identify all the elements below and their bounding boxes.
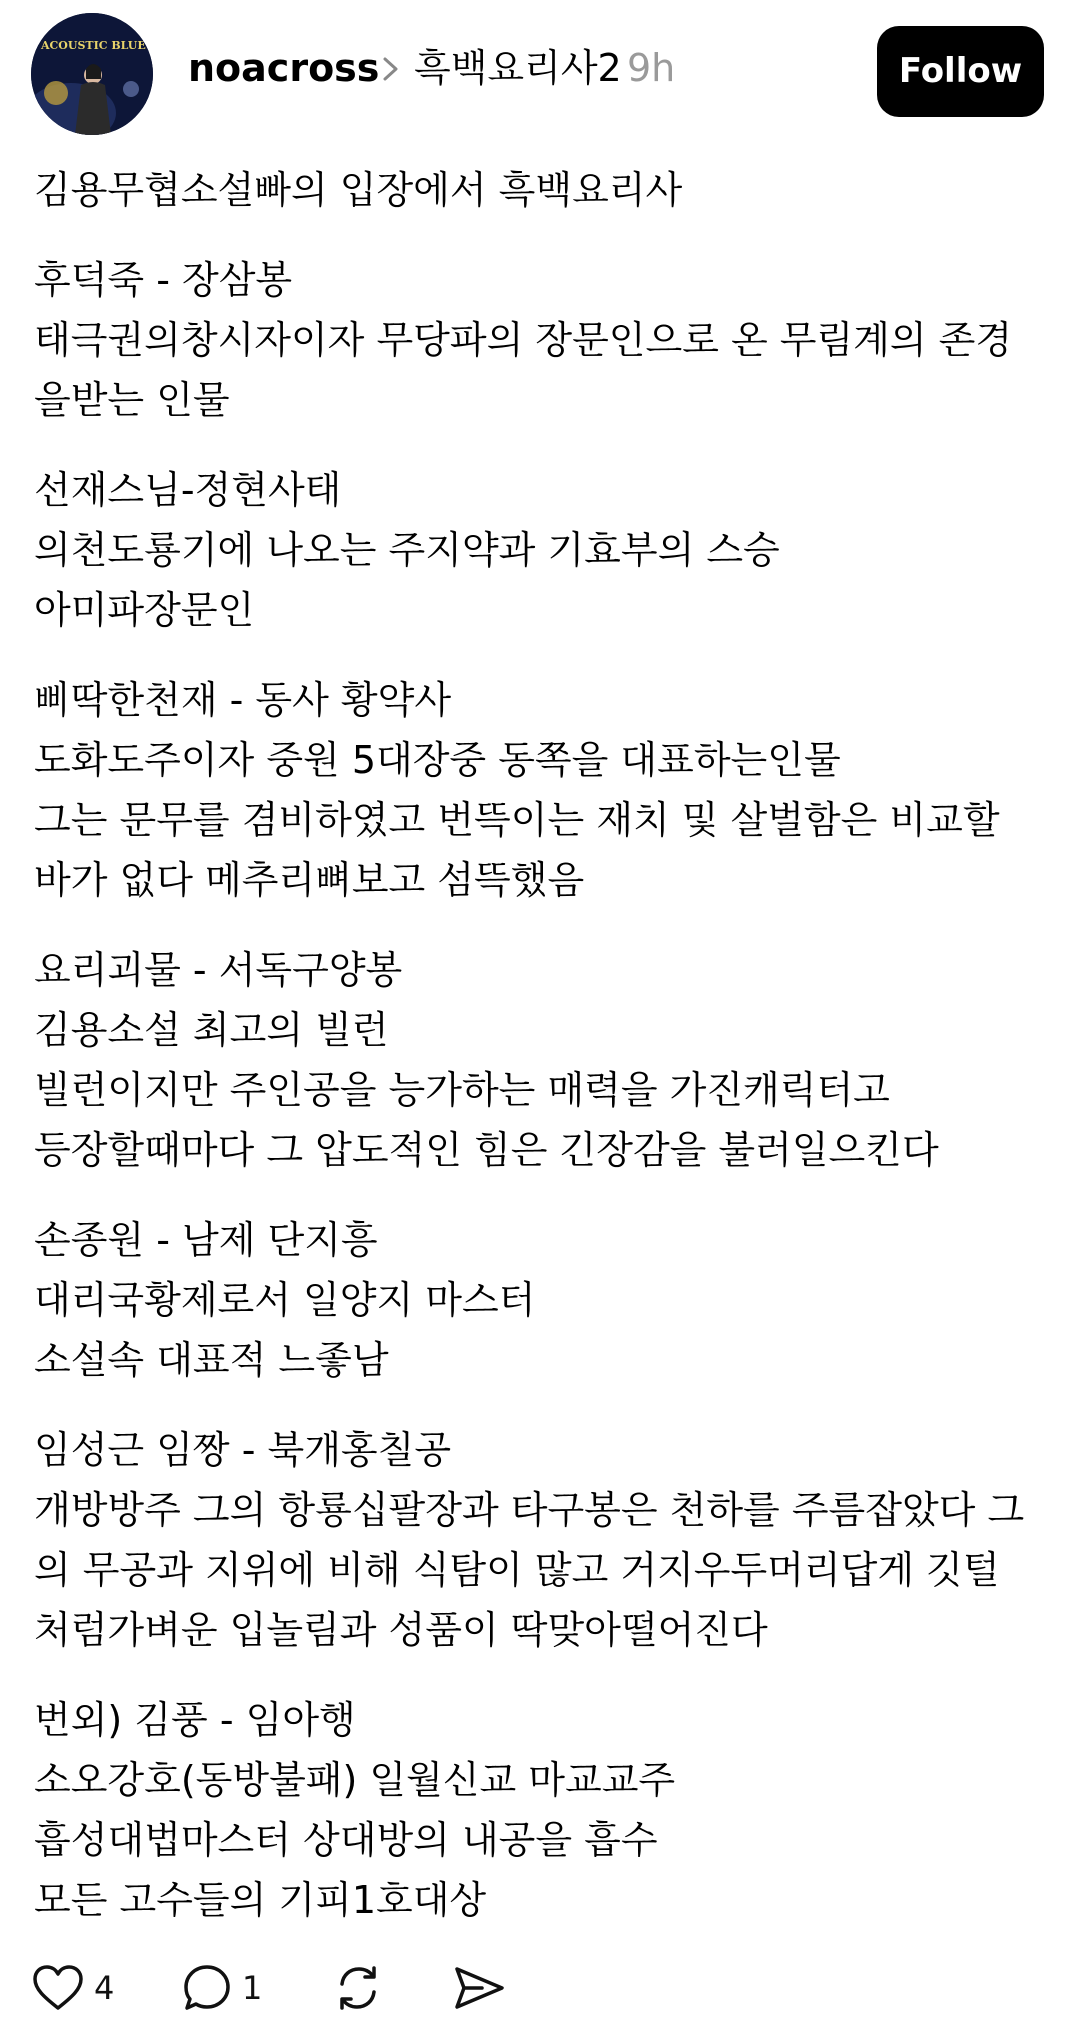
share-button[interactable] [452, 1955, 506, 2021]
like-count: 4 [94, 1969, 115, 2007]
author-username[interactable]: noacross [188, 46, 380, 90]
post-text-line: 후덕죽 - 장삼봉 [34, 258, 293, 302]
post-timestamp: 9h [627, 46, 676, 90]
post-text-line: 빌런이지만 주인공을 능가하는 매력을 가진캐릭터고 [34, 1068, 890, 1112]
post-text-line: 아미파장문인 [34, 588, 255, 632]
post-paragraph [34, 250, 1044, 430]
post-paragraph [34, 1690, 1044, 1930]
post-text-line: 처럼가벼운 입놀림과 성품이 딱맞아떨어진다 [34, 1608, 768, 1652]
post-text-line: 바가 없다 메추리뼈보고 섬뜩했음 [34, 858, 585, 902]
repost-icon [332, 1962, 384, 2014]
post-paragraph [34, 160, 1044, 220]
heart-icon [32, 1964, 84, 2012]
post-header [0, 0, 1080, 150]
post-paragraph [34, 1210, 1044, 1390]
post-paragraph [34, 670, 1044, 910]
post-text-line: 의천도룡기에 나오는 주지약과 기효부의 스승 [34, 528, 780, 572]
post-text-line: 태극권의창시자이자 무당파의 장문인으로 온 무림계의 존경 [34, 318, 1013, 362]
post-text-line: 삐딱한천재 - 동사 황약사 [34, 678, 452, 722]
post-paragraph [34, 1420, 1044, 1660]
follow-button[interactable]: Follow [877, 26, 1044, 117]
post-text-line: 개방방주 그의 항룡십팔장과 타구봉은 천하를 주름잡았다 그 [34, 1488, 1025, 1532]
share-icon [452, 1963, 506, 2013]
post-text-line: 소오강호(동방불패) 일월신교 마교교주 [34, 1758, 676, 1802]
post-text-line: 선재스님-정현사태 [34, 468, 342, 512]
post-paragraph [34, 460, 1044, 640]
post-text-line: 번외) 김풍 - 임아행 [34, 1698, 356, 1742]
post-text-line: 김용무협소설빠의 입장에서 흑백요리사 [34, 168, 683, 212]
post-text-line: 김용소설 최고의 빌런 [34, 1008, 389, 1052]
comment-icon [182, 1963, 232, 2013]
post-text-line: 도화도주이자 중원 5대장중 동쪽을 대표하는인물 [34, 738, 841, 782]
post-paragraph [34, 940, 1044, 1180]
post-text-line: 흡성대법마스터 상대방의 내공을 흡수 [34, 1818, 658, 1862]
post-actions [0, 1955, 1080, 2021]
post-text-line: 요리괴물 - 서독구양봉 [34, 948, 403, 992]
like-button[interactable] [32, 1955, 114, 2021]
post-text-line: 의 무공과 지위에 비해 식탐이 많고 거지우두머리답게 깃털 [34, 1548, 1000, 1592]
comment-button[interactable] [182, 1955, 262, 2021]
avatar-logo-text: ACOUSTIC BLUE [41, 39, 146, 52]
community-name[interactable]: 흑백요리사2 [414, 46, 622, 90]
repost-button[interactable] [332, 1955, 384, 2021]
post-text-line: 대리국황제로서 일양지 마스터 [34, 1278, 536, 1322]
post-text-line: 임성근 임짱 - 북개홍칠공 [34, 1428, 452, 1472]
post-text-line: 모든 고수들의 기피1호대상 [34, 1878, 487, 1922]
post-text-line: 손종원 - 남제 단지흥 [34, 1218, 378, 1262]
post-text-line: 그는 문무를 겸비하였고 번뜩이는 재치 및 살벌함은 비교할 [34, 798, 1000, 842]
chevron-right-icon [381, 56, 401, 82]
post-text-line: 등장할때마다 그 압도적인 힘은 긴장감을 불러일으킨다 [34, 1128, 939, 1172]
comment-count: 1 [242, 1969, 263, 2007]
post-text-line: 을받는 인물 [34, 378, 230, 422]
avatar[interactable] [31, 13, 153, 135]
post-text-line: 소설속 대표적 느좋남 [34, 1338, 389, 1382]
post-body [34, 160, 1044, 1960]
